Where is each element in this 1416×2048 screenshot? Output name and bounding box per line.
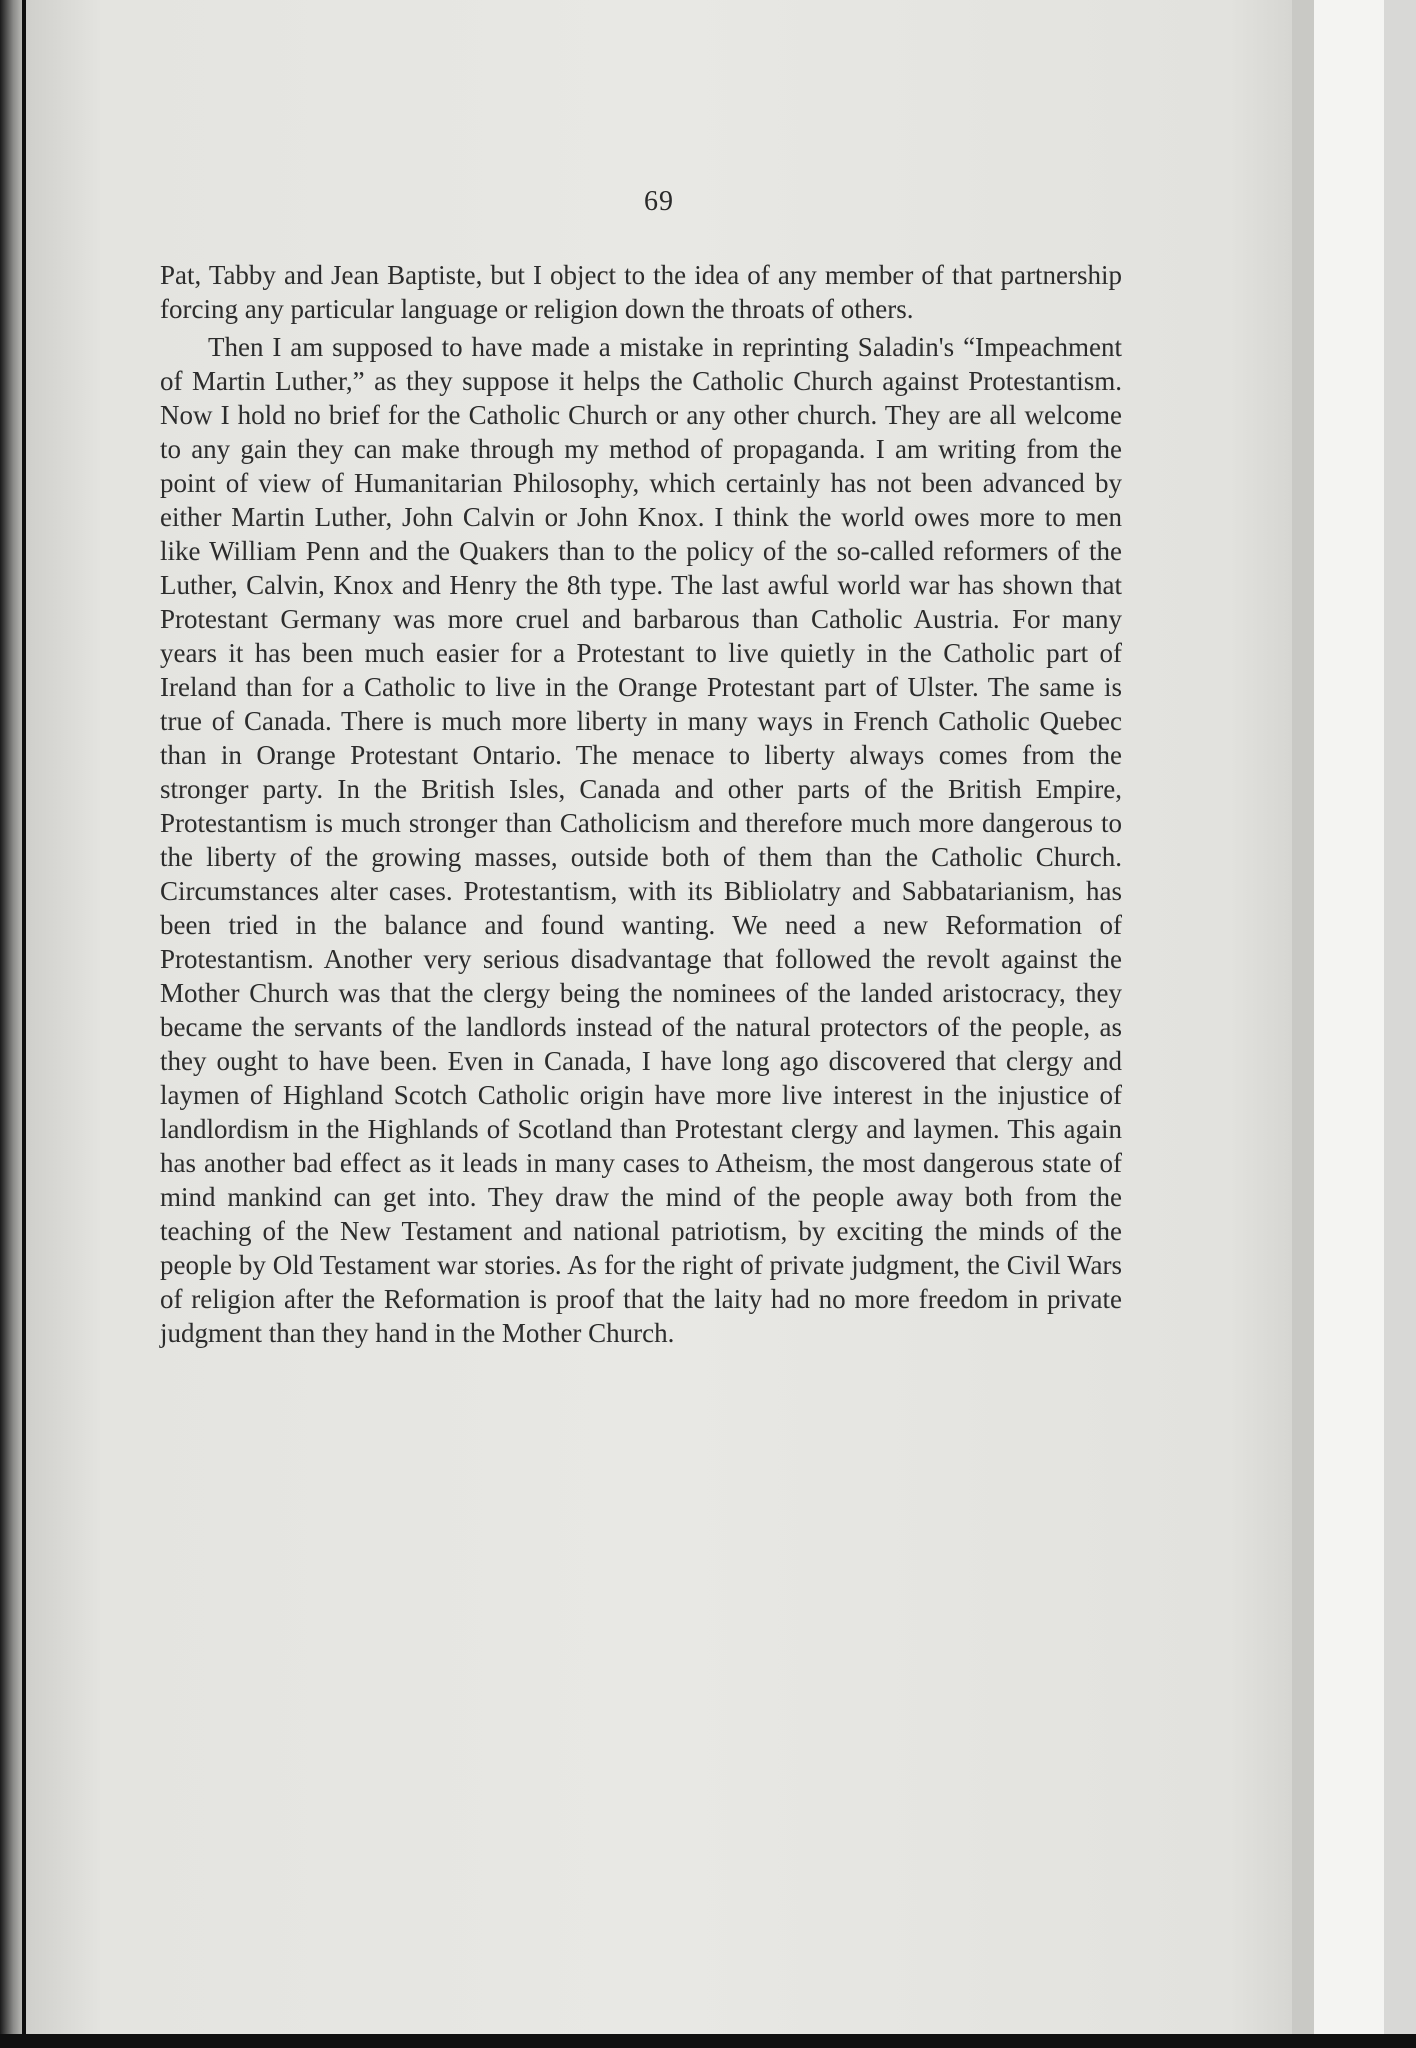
page-edge-shadow (1292, 0, 1314, 2048)
adjacent-page-edge (1314, 0, 1384, 2048)
scan-border-right (1384, 0, 1416, 2048)
book-spine-shadow (0, 0, 22, 2048)
scan-border-bottom (0, 2034, 1416, 2048)
book-page (26, 0, 1292, 2034)
body-text (160, 258, 1122, 1350)
page-number: 69 (644, 186, 674, 217)
paragraph-main: Then I am supposed to have made a mistake in reprinting Saladin's “Impeachment of Martin Luther,” as they suppose it helps the Catholic Church against Protestantism. Now I hold no brief for the Catholic Church or any other church. They are all welcome to any gain they can make through my method of propaganda. I am writing from the point of view of Humanitarian Philosophy, which certainly has not been advanced by either Martin Luther, John Calvin or John Knox. I think the world owes more to men like William Penn and the Quakers than to the policy of the so-called reformers of the Luther, Calvin, Knox and Henry the 8th type. The last awful world war has shown that Protestant Germany was more cruel and barbarous than Catholic Austria. For many years it has been much easier for a Protestant to live quietly in the Catholic part of Ireland than for a Catholic to live in the Orange Protestant part of Ulster. The same is true of Canada. There is much more liberty in many ways in French Catholic Quebec than in Orange Protestant Ontario. The menace to liberty always comes from the stronger party. In the British Isles, Canada and other parts of the British Empire, Protestantism is much stronger than Catholicism and therefore much more dangerous to the liberty of the growing masses, outside both of them than the Catholic Church. Circumstances alter cases. Protestantism, with its Bibliolatry and Sabbatarianism, has been tried in the balance and found wanting. We need a new Reformation of Protestantism. Another very serious disadvantage that followed the revolt against the Mother Church was that the clergy being the nominees of the landed aristocracy, they became the servants of the landlords instead of the natural protectors of the people, as they ought to have been. Even in Canada, I have long ago discovered that clergy and laymen of Highland Scotch Catholic origin have more live interest in the injustice of landlordism in the Highlands of Scotland than Protestant clergy and laymen. This again has another bad effect as it leads in many cases to Atheism, the most dangerous state of mind mankind can get into. They draw the mind of the people away both from the teaching of the New Testament and national patriotism, by exciting the minds of the people by Old Testament war stories. As for the right of private judgment, the Civil Wars of religion after the Reformation is proof that the laity had no more freedom in private judgment than they hand in the Mother Church. (160, 332, 1122, 1348)
paragraph-continuation: Pat, Tabby and Jean Baptiste, but I object to the idea of any member of that partnership forcing any particular language or religion down the throats of others. (160, 260, 1122, 324)
